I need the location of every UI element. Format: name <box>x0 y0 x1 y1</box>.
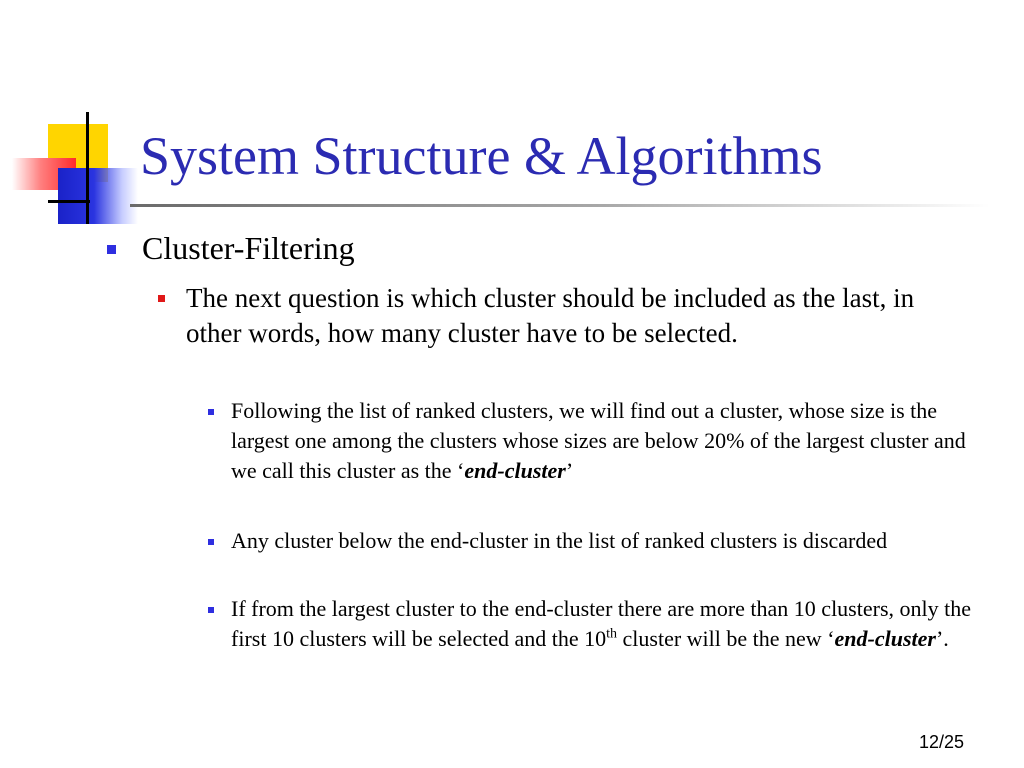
bullet-level2: The next question is which cluster should be included as the last, in other words, how many cluster have to be selected. <box>186 283 915 348</box>
bullet-level3-item <box>231 396 991 486</box>
title-divider <box>130 204 990 207</box>
open-quote: ‘ <box>827 626 835 651</box>
close-quote: ’. <box>935 626 949 651</box>
page-number: 12/25 <box>918 732 964 752</box>
open-quote: ‘ <box>457 458 465 483</box>
bullet-text-continued: cluster will be the new <box>617 626 828 651</box>
square-bullet-icon <box>208 539 214 545</box>
logo-horizontal-line <box>48 200 90 203</box>
logo-vertical-line <box>86 112 89 224</box>
bullet-text: If from the largest cluster to the end-cluster there are more than 10 clusters, only the first 10 clusters will be selected and the 10 <box>231 596 971 651</box>
bullet-level3-item <box>231 526 991 556</box>
square-bullet-icon <box>107 245 116 254</box>
emphasis-term: end-cluster <box>834 626 936 651</box>
logo-blue-square <box>58 168 138 224</box>
square-bullet-icon <box>208 607 214 613</box>
logo-decoration <box>0 0 150 240</box>
bullet-text: Any cluster below the end-cluster in the list of ranked clusters is discarded <box>231 528 888 553</box>
bullet-level1: Cluster-Filtering <box>142 230 355 266</box>
close-quote: ’ <box>565 458 574 483</box>
square-bullet-icon <box>208 409 214 415</box>
emphasis-term: end-cluster <box>464 458 566 483</box>
superscript: th <box>606 626 618 642</box>
square-bullet-icon <box>158 295 165 302</box>
slide-title: System Structure & Algorithms <box>140 126 823 186</box>
bullet-level3-item <box>231 594 991 654</box>
bullet-text: Following the list of ranked clusters, we will find out a cluster, whose size is the largest one among the clusters whose sizes are below 20% of the largest cluster and we call this cluster as the <box>231 398 966 483</box>
